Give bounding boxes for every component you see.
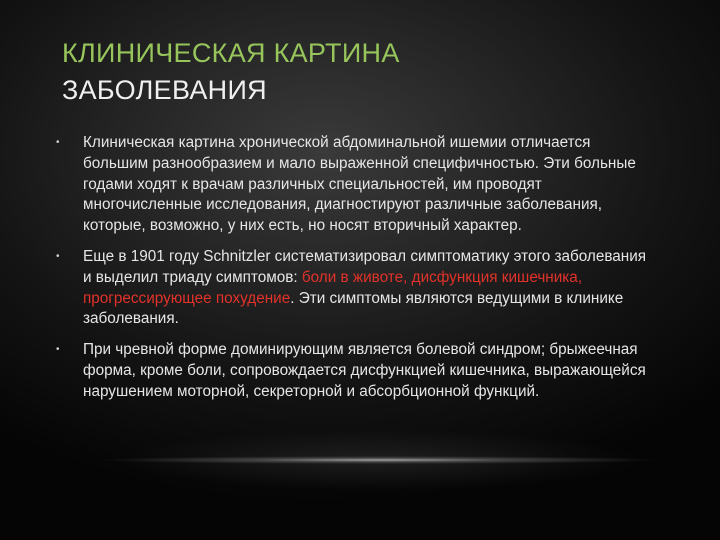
bullet-text-before: Еще в 1901 году Schnitzler систематизировал симптоматику этого заболевания и выделил триаду симптомов: [83, 247, 647, 286]
bullet-text-after: . Эти симптомы являются ведущими в клинике заболевания. [83, 289, 624, 328]
decorative-glow-line [100, 456, 660, 464]
bullet-text: Клиническая картина хронической абдоминальной ишемии отличается большим разнообразием и мало выраженной специфичностью. Эти больные годами ходят к врачам различных специальностей, им проводят многочисленные исследования, диагностируют различные заболевания, которые, возможно, у них есть, но носят вторичный характер. [83, 134, 636, 235]
bullet-marker-icon: • [56, 344, 60, 356]
slide-title-line-2: ЗАБОЛЕВАНИЯ [62, 75, 267, 105]
symptom-triad-highlight: боли в животе, дисфункция кишечника, прогрессирующее похудение [83, 268, 583, 307]
slide-title-line-1: КЛИНИЧЕСКАЯ КАРТИНА [62, 38, 400, 68]
bullet-item-2 [56, 247, 656, 330]
bullet-text: При чревной форме доминирующим является болевой синдром; брыжеечная форма, кроме боли, сопровождается дисфункцией кишечника, выражающейся нарушением моторной, секреторной и абсорбционной функций. [83, 341, 646, 400]
bullet-marker-icon: • [56, 250, 60, 262]
bullet-item-3 [56, 340, 656, 402]
bullet-item-1 [56, 133, 656, 237]
bullet-marker-icon: • [56, 137, 60, 148]
bullet-list [56, 133, 656, 403]
